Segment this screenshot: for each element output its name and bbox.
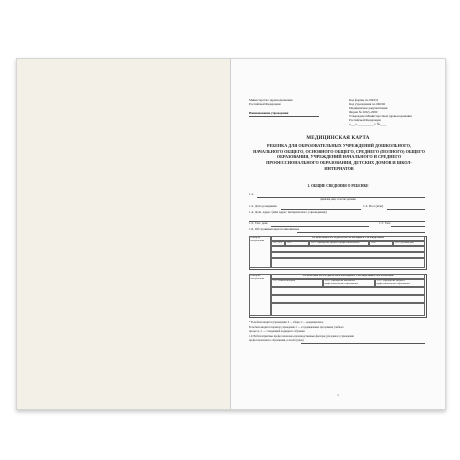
booklet-spread [16, 58, 446, 410]
medical-doc-label: Медицинская документация [349, 106, 388, 110]
note-3: процесса, 2 — с тенденцией подрядного обучения. [249, 330, 306, 333]
table2-row-1[interactable] [271, 287, 425, 295]
table1-col-4: 1.8.4. [369, 241, 393, 246]
blank-cover-page [17, 59, 231, 409]
table1-left-label: Номер по поступлению [249, 236, 271, 268]
table2-col-2: 1.9.2. Учреждения начального профессионального образования [323, 279, 375, 287]
section-heading: 1. ОБЩИЕ СВЕДЕНИЯ О РЕБЕНКЕ [307, 184, 369, 188]
table2-row-2[interactable] [271, 295, 425, 303]
table2-left-label: Номер по поступлению [249, 274, 271, 316]
table1-col-2: 1.8.2. [285, 241, 309, 246]
form-number-label: Форма № 026/у-2000 [349, 110, 378, 114]
table1-col-1: 1.8.1. Д/У [271, 241, 285, 246]
ministry-label: Министерство здравоохранения [249, 98, 293, 102]
field-1-7-line[interactable] [391, 226, 425, 227]
table1-col-3: 1.8.3. Учреждения среднего профессионального образования [309, 241, 369, 246]
field-1-2-label: 1.2. Дата рождения [249, 204, 277, 208]
field-1-4-line[interactable] [249, 221, 425, 222]
approved-label: Утверждена Министерством здравоохранения [349, 114, 412, 118]
field-1-5-label: 1.5. Тел. дом. [249, 221, 269, 225]
note-2: В скобках вводится характер учреждения: 1 — в традиционных программах учебного [249, 326, 344, 329]
approved-country-label: Российской Федерации [349, 118, 381, 122]
field-1-6-line[interactable] [297, 232, 425, 233]
table1-row-3[interactable] [271, 258, 425, 268]
field-1-4-label: 1.4. Дом. адрес (или адрес интернатного учреждения) [249, 210, 327, 214]
institution-label: Наименование учреждения [249, 111, 289, 115]
field-1-6-label: 1.6. Обслуживающая поликлиника [249, 227, 300, 231]
institution-line [249, 116, 319, 117]
note-1: * В скобках вводится учреждения: 0 — общее; 2 — коррекционное. [249, 321, 324, 324]
field-1-3-line[interactable] [387, 209, 425, 210]
table2-header: 1.9. КОНТИНГЕНТ И ДИСПАНСЕРИЗАЦИЯ В УЧРЕЖДЕНИЯХ ОБРАЗОВАНИЯ [271, 274, 425, 279]
note-5-line[interactable] [301, 343, 425, 344]
okpo-label: Код учреждения по ОКПО [349, 102, 386, 106]
field-1-1-hint: фамилия, имя, отчество ребенка [320, 198, 356, 201]
page-number: 1 [337, 393, 339, 397]
approval-date-label: «___» __________ г. №____ [349, 122, 387, 126]
form-page [231, 59, 445, 409]
table1-col-5: 1.8.5. Детский дом [393, 241, 425, 246]
table2-row-3[interactable] [271, 303, 425, 316]
table2-col-1: 1.9.1. Школа-интернат [271, 279, 323, 287]
field-1-1-label: 1.1. [249, 192, 255, 196]
okud-label: Код формы по ОКУД [349, 98, 378, 102]
note-4: 1.9. Неблагоприятные профессионально-производственные факторы (для данного учреждения [249, 335, 354, 338]
field-1-7-label: 1.7. Тел. [379, 221, 391, 225]
document-title: МЕДИЦИНСКАЯ КАРТА [306, 136, 370, 141]
table1-header: 1.8. КОНТИНГЕНТ И ДИСПАНСЕРИЗАЦИЯ В УЧРЕЖДЕНИЯХ [271, 236, 425, 241]
document-subtitle: РЕБЕНКА ДЛЯ ОБРАЗОВАТЕЛЬНЫХ УЧРЕЖДЕНИЙ ДОШКОЛЬНОГО, НАЧАЛЬНОГО ОБЩЕГО, ОСНОВНОГО ОБЩЕГО, СРЕДНЕГО (ПОЛНОГО) ОБЩЕГО ОБРАЗОВАНИЯ, УЧРЕЖДЕНИЙ НАЧАЛЬНОГО И СРЕДНЕГО ПРОФЕССИОНАЛЬНОГО ОБРАЗОВАНИЯ, ДЕТСКИХ ДОМОВ И ШКОЛ-ИНТЕРНАТОВ [253, 143, 425, 171]
country-label: Российской Федерации [249, 102, 281, 106]
field-1-3-label: 1.3. Пол (м/ж) [363, 204, 384, 208]
note-5: профессионального образования, в своей группе) [249, 339, 304, 342]
table2-col-3: 1.9.3. Учреждения среднего профессионального образования [375, 279, 425, 287]
